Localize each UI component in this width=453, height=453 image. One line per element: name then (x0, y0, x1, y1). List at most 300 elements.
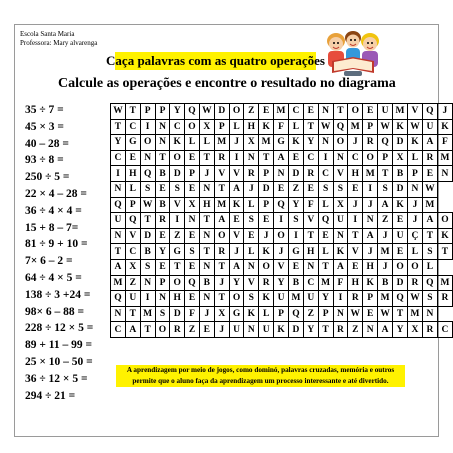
grid-cell: N (274, 166, 289, 182)
grid-cell: U (393, 228, 408, 244)
grid-cell: W (407, 291, 422, 307)
grid-cell: D (288, 322, 303, 338)
grid-cell: Z (378, 213, 393, 229)
grid-cell: P (274, 306, 289, 322)
grid-cell: C (318, 166, 333, 182)
grid-cell: P (140, 104, 155, 120)
grid-cell: A (229, 259, 244, 275)
grid-cell: X (125, 259, 140, 275)
school-header (20, 30, 97, 48)
grid-cell: Q (111, 291, 126, 307)
grid-cell: M (140, 306, 155, 322)
operation-item: 36 ÷ 4 × 4 = (25, 204, 82, 217)
grid-cell: J (244, 181, 259, 197)
operation-item: 45 × 3 = (25, 120, 64, 133)
grid-cell: L (407, 244, 422, 260)
grid-cell: D (259, 181, 274, 197)
grid-cell: D (140, 228, 155, 244)
grid-cell: Z (125, 275, 140, 291)
grid-cell: O (274, 228, 289, 244)
grid-cell: P (318, 306, 333, 322)
grid-cell: N (140, 150, 155, 166)
grid-cell: M (407, 306, 422, 322)
grid-cell: R (422, 322, 437, 338)
grid-row (111, 119, 453, 135)
grid-cell: P (259, 166, 274, 182)
grid-cell: E (185, 291, 200, 307)
grid-cell: T (303, 119, 318, 135)
grid-row (111, 306, 453, 322)
grid-cell: Q (318, 213, 333, 229)
grid-cell: V (303, 213, 318, 229)
grid-cell: D (288, 166, 303, 182)
grid-cell: S (170, 181, 185, 197)
grid-cell: E (363, 104, 378, 120)
grid-cell: G (125, 135, 140, 151)
grid-cell: N (155, 119, 170, 135)
grid-cell: J (348, 197, 363, 213)
grid-cell: T (214, 259, 229, 275)
grid-cell: Q (111, 197, 126, 213)
grid-cell: M (214, 197, 229, 213)
grid-cell: N (111, 181, 126, 197)
grid-cell: C (111, 150, 126, 166)
grid-cell: X (407, 322, 422, 338)
grid-cell: E (185, 228, 200, 244)
grid-cell: I (140, 291, 155, 307)
grid-cell: W (199, 104, 214, 120)
grid-cell: A (125, 322, 140, 338)
operation-item: 294 ÷ 21 = (25, 389, 76, 402)
grid-cell: K (437, 228, 452, 244)
grid-cell: E (259, 213, 274, 229)
grid-cell: Y (303, 135, 318, 151)
grid-cell: A (363, 228, 378, 244)
grid-row (111, 291, 453, 307)
grid-row (111, 275, 453, 291)
grid-cell: B (140, 244, 155, 260)
grid-cell: Q (378, 135, 393, 151)
operation-item: 36 ÷ 12 × 5 = (25, 372, 88, 385)
grid-cell: R (348, 291, 363, 307)
worksheet-title: Caça palavras com as quatro operações (106, 53, 325, 68)
grid-cell: T (111, 244, 126, 260)
grid-row (111, 322, 453, 338)
grid-cell: K (363, 275, 378, 291)
grid-cell: P (155, 104, 170, 120)
grid-cell: E (185, 259, 200, 275)
grid-cell: X (185, 197, 200, 213)
grid-cell: M (318, 275, 333, 291)
grid-cell: Q (140, 166, 155, 182)
grid-cell: X (333, 197, 348, 213)
grid-cell: R (170, 322, 185, 338)
grid-cell: E (155, 181, 170, 197)
grid-cell: I (288, 228, 303, 244)
grid-cell: T (214, 291, 229, 307)
grid-cell: C (125, 244, 140, 260)
grid-cell: T (348, 228, 363, 244)
grid-cell: E (348, 181, 363, 197)
grid-cell: P (214, 119, 229, 135)
grid-cell: M (378, 244, 393, 260)
grid-cell: S (333, 181, 348, 197)
grid-cell: E (318, 228, 333, 244)
grid-cell: J (378, 228, 393, 244)
grid-cell: I (111, 166, 126, 182)
grid-cell: V (229, 166, 244, 182)
grid-cell: K (393, 119, 408, 135)
operation-item: 7× 6 – 2 = (25, 255, 73, 268)
grid-cell: T (333, 104, 348, 120)
grid-cell: O (155, 322, 170, 338)
grid-cell: J (214, 322, 229, 338)
grid-cell: V (274, 259, 289, 275)
grid-cell: A (274, 150, 289, 166)
grid-cell: O (348, 104, 363, 120)
grid-cell: E (303, 181, 318, 197)
grid-cell: H (244, 119, 259, 135)
grid-cell: O (229, 291, 244, 307)
operation-item: 40 – 28 = (25, 137, 69, 150)
grid-cell: E (199, 322, 214, 338)
grid-cell: I (318, 150, 333, 166)
grid-cell: T (378, 166, 393, 182)
grid-cell: S (140, 181, 155, 197)
grid-cell: N (244, 150, 259, 166)
grid-cell: W (348, 306, 363, 322)
grid-cell: E (259, 104, 274, 120)
grid-cell: V (333, 166, 348, 182)
grid-row (111, 228, 453, 244)
grid-cell: T (393, 306, 408, 322)
grid-cell: T (140, 322, 155, 338)
grid-cell: T (318, 322, 333, 338)
grid-cell: G (229, 306, 244, 322)
grid-cell: S (422, 244, 437, 260)
grid-row (111, 259, 453, 275)
operation-item: 35 ÷ 7 = (25, 104, 64, 116)
grid-cell: Y (155, 244, 170, 260)
grid-cell: J (363, 244, 378, 260)
grid-cell: N (422, 306, 437, 322)
grid-cell: L (125, 181, 140, 197)
grid-cell: I (363, 181, 378, 197)
grid-cell: T (140, 213, 155, 229)
grid-cell: M (437, 150, 452, 166)
grid-cell: C (437, 322, 452, 338)
grid-cell: Q (125, 213, 140, 229)
grid-cell: K (170, 135, 185, 151)
grid-cell: S (378, 181, 393, 197)
grid-cell: F (437, 135, 452, 151)
grid-cell: R (155, 213, 170, 229)
grid-cell: O (140, 135, 155, 151)
grid-cell: E (125, 150, 140, 166)
grid-cell: O (185, 119, 200, 135)
grid-cell: K (288, 135, 303, 151)
grid-cell: E (155, 259, 170, 275)
grid-cell: Y (303, 322, 318, 338)
grid-cell: E (422, 166, 437, 182)
grid-cell: A (378, 197, 393, 213)
grid-cell: M (437, 275, 452, 291)
grid-cell: C (288, 104, 303, 120)
grid-cell: M (422, 197, 437, 213)
grid-cell: U (229, 322, 244, 338)
grid-cell: N (363, 322, 378, 338)
grid-cell: N (318, 135, 333, 151)
grid-cell: L (407, 150, 422, 166)
children-reading-illustration (322, 27, 384, 79)
grid-cell: J (407, 213, 422, 229)
grid-cell: J (259, 228, 274, 244)
grid-cell: K (407, 135, 422, 151)
grid-cell: R (244, 166, 259, 182)
grid-cell: W (378, 119, 393, 135)
grid-cell: N (333, 150, 348, 166)
grid-cell: N (199, 181, 214, 197)
grid-row (111, 244, 453, 260)
grid-cell: E (393, 244, 408, 260)
grid-cell: J (363, 197, 378, 213)
grid-cell: H (348, 166, 363, 182)
grid-cell: O (437, 213, 452, 229)
grid-row (111, 181, 453, 197)
grid-cell: I (333, 291, 348, 307)
grid-cell: Q (333, 119, 348, 135)
grid-cell: Q (422, 104, 437, 120)
grid-cell: E (393, 213, 408, 229)
grid-cell: E (155, 228, 170, 244)
grid-cell: R (422, 150, 437, 166)
grid-cell: A (378, 322, 393, 338)
grid-cell: Q (274, 197, 289, 213)
grid-cell: K (333, 244, 348, 260)
operation-item: 25 × 10 – 50 = (25, 355, 93, 368)
grid-cell: V (170, 197, 185, 213)
grid-cell: T (155, 150, 170, 166)
grid-cell: H (303, 244, 318, 260)
grid-cell: V (214, 166, 229, 182)
grid-cell: S (155, 306, 170, 322)
grid-cell: S (185, 244, 200, 260)
grid-cell: N (155, 291, 170, 307)
grid-cell: A (214, 213, 229, 229)
grid-cell: J (437, 104, 452, 120)
grid-cell: M (288, 291, 303, 307)
grid-cell: M (393, 104, 408, 120)
grid-cell: N (333, 228, 348, 244)
operation-item: 81 ÷ 9 + 10 = (25, 238, 88, 251)
grid-cell: F (185, 306, 200, 322)
grid-cell: E (244, 228, 259, 244)
operation-item: 89 + 11 – 99 = (25, 339, 93, 352)
operation-item: 64 ÷ 4 × 5 = (25, 271, 82, 284)
grid-cell: U (125, 291, 140, 307)
grid-cell: T (214, 181, 229, 197)
grid-cell: E (303, 104, 318, 120)
grid-cell: T (199, 150, 214, 166)
grid-cell: Y (288, 197, 303, 213)
grid-cell: A (229, 181, 244, 197)
grid-cell: J (199, 306, 214, 322)
footer-note: A aprendizagem por meio de jogos, como dominó, palavras cruzadas, memória e outros permite que o aluno faça da aprendizagem um processo interessante e até divertido. (116, 365, 405, 387)
grid-cell: N (155, 135, 170, 151)
grid-cell: Y (111, 135, 126, 151)
grid-cell: B (199, 275, 214, 291)
grid-cell: H (125, 166, 140, 182)
grid-cell: U (378, 104, 393, 120)
grid-row (111, 213, 453, 229)
grid-cell: H (348, 275, 363, 291)
grid-cell: T (170, 259, 185, 275)
grid-cell: N (185, 213, 200, 229)
grid-cell: D (393, 275, 408, 291)
grid-cell: M (363, 166, 378, 182)
grid-row (111, 197, 453, 213)
grid-cell: U (303, 291, 318, 307)
grid-cell: Q (288, 306, 303, 322)
grid-cell: P (125, 197, 140, 213)
grid-cell: J (378, 259, 393, 275)
grid-cell: T (199, 213, 214, 229)
grid-cell: A (422, 213, 437, 229)
grid-cell: T (199, 244, 214, 260)
school-name: Escola Santa Maria (20, 30, 75, 38)
grid-cell: E (185, 181, 200, 197)
grid-cell: S (244, 291, 259, 307)
word-search-grid (110, 103, 453, 338)
grid-cell: L (244, 197, 259, 213)
grid-cell: Z (288, 181, 303, 197)
grid-cell: O (214, 228, 229, 244)
grid-cell: Q (422, 275, 437, 291)
grid-cell: Y (318, 291, 333, 307)
grid-cell: K (229, 197, 244, 213)
grid-cell: J (229, 135, 244, 151)
operation-item: 228 ÷ 12 × 5 = (25, 322, 94, 335)
grid-cell: O (393, 259, 408, 275)
grid-cell: G (288, 244, 303, 260)
grid-cell: D (214, 104, 229, 120)
grid-cell: V (407, 104, 422, 120)
grid-cell: O (170, 150, 185, 166)
grid-cell: K (244, 306, 259, 322)
grid-cell: E (288, 150, 303, 166)
grid-cell: B (393, 166, 408, 182)
grid-cell: O (333, 135, 348, 151)
grid-cell: T (318, 259, 333, 275)
operation-item: 93 ÷ 8 = (25, 154, 64, 167)
operation-item: 98× 6 – 88 = (25, 305, 85, 318)
grid-row (111, 135, 453, 151)
grid-cell: N (363, 213, 378, 229)
grid-cell: C (303, 275, 318, 291)
grid-cell: S (140, 259, 155, 275)
grid-cell: J (274, 244, 289, 260)
grid-cell: L (185, 135, 200, 151)
grid-cell: L (288, 119, 303, 135)
grid-cell: W (140, 197, 155, 213)
grid-cell: V (229, 228, 244, 244)
grid-cell: T (437, 244, 452, 260)
grid-cell: Z (303, 306, 318, 322)
grid-cell: J (348, 135, 363, 151)
operation-item: 22 × 4 – 28 = (25, 187, 87, 200)
grid-cell: F (274, 119, 289, 135)
grid-cell: U (259, 322, 274, 338)
grid-cell: J (214, 275, 229, 291)
grid-cell: R (259, 275, 274, 291)
grid-cell: X (214, 306, 229, 322)
grid-cell: R (363, 135, 378, 151)
grid-cell: B (378, 275, 393, 291)
grid-cell: X (199, 119, 214, 135)
grid-cell: N (111, 306, 126, 322)
grid-cell: O (170, 275, 185, 291)
grid-cell: C (303, 150, 318, 166)
grid-cell: T (111, 119, 126, 135)
grid-cell: Z (348, 322, 363, 338)
grid-cell: K (437, 119, 452, 135)
grid-row (111, 166, 453, 182)
grid-cell: V (244, 275, 259, 291)
grid-cell: N (199, 291, 214, 307)
grid-cell: O (259, 259, 274, 275)
grid-cell: S (288, 213, 303, 229)
grid-cell: N (244, 259, 259, 275)
grid-cell: L (422, 259, 437, 275)
grid-cell: P (185, 166, 200, 182)
grid-cell: L (229, 119, 244, 135)
grid-cell: P (259, 197, 274, 213)
grid-cell: D (170, 306, 185, 322)
grid-cell: R (437, 291, 452, 307)
grid-cell: D (393, 181, 408, 197)
grid-cell: V (125, 228, 140, 244)
grid-cell: U (111, 213, 126, 229)
grid-cell: M (259, 135, 274, 151)
grid-cell: K (259, 291, 274, 307)
grid-cell: N (303, 259, 318, 275)
operations-list (25, 102, 110, 404)
grid-cell: L (199, 135, 214, 151)
grid-cell: D (393, 135, 408, 151)
grid-cell: T (125, 104, 140, 120)
grid-cell: N (318, 104, 333, 120)
grid-cell: F (303, 197, 318, 213)
grid-cell: K (274, 322, 289, 338)
grid-cell: P (363, 291, 378, 307)
grid-cell: C (170, 119, 185, 135)
grid-cell: Z (244, 104, 259, 120)
grid-cell: D (170, 166, 185, 182)
grid-cell: R (303, 166, 318, 182)
grid-cell: R (407, 275, 422, 291)
grid-cell: N (407, 181, 422, 197)
grid-row (111, 104, 453, 120)
grid-cell: L (318, 244, 333, 260)
grid-cell: Z (170, 228, 185, 244)
operation-item: 138 ÷ 3 +24 = (25, 288, 91, 301)
grid-cell: P (155, 275, 170, 291)
grid-cell: G (274, 135, 289, 151)
grid-cell: E (229, 213, 244, 229)
grid-cell: E (363, 306, 378, 322)
grid-cell: L (244, 244, 259, 260)
grid-cell: W (111, 104, 126, 120)
